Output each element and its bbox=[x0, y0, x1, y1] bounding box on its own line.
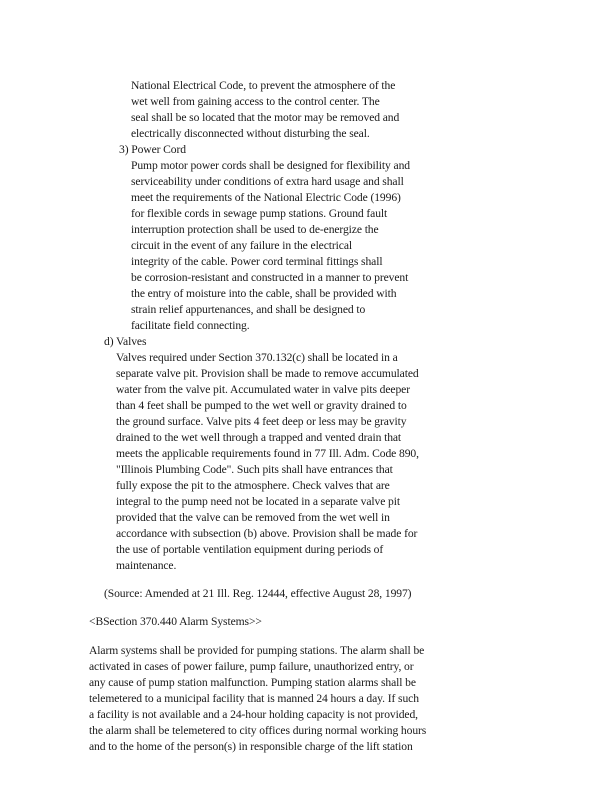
alarm-paragraph-line: activated in cases of power failure, pump failure, unauthorized entry, or bbox=[89, 660, 414, 673]
alarm-paragraph-line: and to the home of the person(s) in responsible charge of the lift station bbox=[89, 740, 413, 753]
valves-line: drained to the wet well through a trapped and vented drain that bbox=[116, 431, 402, 444]
valves-line: accordance with subsection (b) above. Provision shall be made for bbox=[116, 527, 418, 540]
valves-line: water from the valve pit. Accumulated water in valve pits deeper bbox=[116, 383, 410, 396]
seal-paragraph-line: electrically disconnected without disturbing the seal. bbox=[131, 127, 370, 140]
alarm-paragraph-line: a facility is not available and a 24-hour holding capacity is not provided, bbox=[89, 708, 418, 721]
power-cord-line: the entry of moisture into the cable, shall be provided with bbox=[131, 287, 397, 300]
alarm-paragraph-line: any cause of pump station malfunction. Pumping station alarms shall be bbox=[89, 676, 416, 689]
power-cord-line: strain relief appurtenances, and shall be designed to bbox=[131, 303, 366, 316]
power-cord-heading: 3) Power Cord bbox=[119, 143, 186, 156]
valves-line: the use of portable ventilation equipment during periods of bbox=[116, 543, 384, 556]
valves-line: "Illinois Plumbing Code". Such pits shall have entrances that bbox=[116, 463, 393, 476]
valves-line: meets the applicable requirements found in 77 Ill. Adm. Code 890, bbox=[116, 447, 419, 460]
seal-paragraph-line: wet well from gaining access to the control center. The bbox=[131, 95, 380, 108]
valves-line: integral to the pump need not be located in a separate valve pit bbox=[116, 495, 400, 508]
power-cord-line: for flexible cords in sewage pump stations. Ground fault bbox=[131, 207, 388, 220]
power-cord-line: Pump motor power cords shall be designed for flexibility and bbox=[131, 159, 410, 172]
valves-line: Valves required under Section 370.132(c) shall be located in a bbox=[116, 351, 398, 364]
source-note: (Source: Amended at 21 Ill. Reg. 12444, effective August 28, 1997) bbox=[104, 587, 412, 600]
alarm-paragraph-line: telemetered to a municipal facility that is manned 24 hours a day. If such bbox=[89, 692, 419, 705]
power-cord-line: interruption protection shall be used to de-energize the bbox=[131, 223, 379, 236]
valves-line: provided that the valve can be removed from the wet well in bbox=[116, 511, 390, 524]
power-cord-line: circuit in the event of any failure in the electrical bbox=[131, 239, 352, 252]
valves-line: separate valve pit. Provision shall be made to remove accumulated bbox=[116, 367, 419, 380]
power-cord-line: be corrosion-resistant and constructed in a manner to prevent bbox=[131, 271, 409, 284]
power-cord-line: meet the requirements of the National Electric Code (1996) bbox=[131, 191, 401, 204]
power-cord-line: facilitate field connecting. bbox=[131, 319, 250, 332]
alarm-paragraph-line: the alarm shall be telemetered to city offices during normal working hours bbox=[89, 724, 427, 737]
valves-heading: d) Valves bbox=[104, 335, 147, 348]
section-heading: <BSection 370.440 Alarm Systems>> bbox=[89, 615, 262, 628]
valves-line: maintenance. bbox=[116, 559, 177, 572]
valves-line: the ground surface. Valve pits 4 feet deep or less may be gravity bbox=[116, 415, 407, 428]
power-cord-line: integrity of the cable. Power cord terminal fittings shall bbox=[131, 255, 383, 268]
valves-line: than 4 feet shall be pumped to the wet well or gravity drained to bbox=[116, 399, 407, 412]
seal-paragraph-line: seal shall be so located that the motor may be removed and bbox=[131, 111, 400, 124]
seal-paragraph-line: National Electrical Code, to prevent the atmosphere of the bbox=[131, 79, 396, 92]
power-cord-line: serviceability under conditions of extra hard usage and shall bbox=[131, 175, 404, 188]
alarm-paragraph-line: Alarm systems shall be provided for pumping stations. The alarm shall be bbox=[89, 644, 425, 657]
valves-line: fully expose the pit to the atmosphere. Check valves that are bbox=[116, 479, 390, 492]
